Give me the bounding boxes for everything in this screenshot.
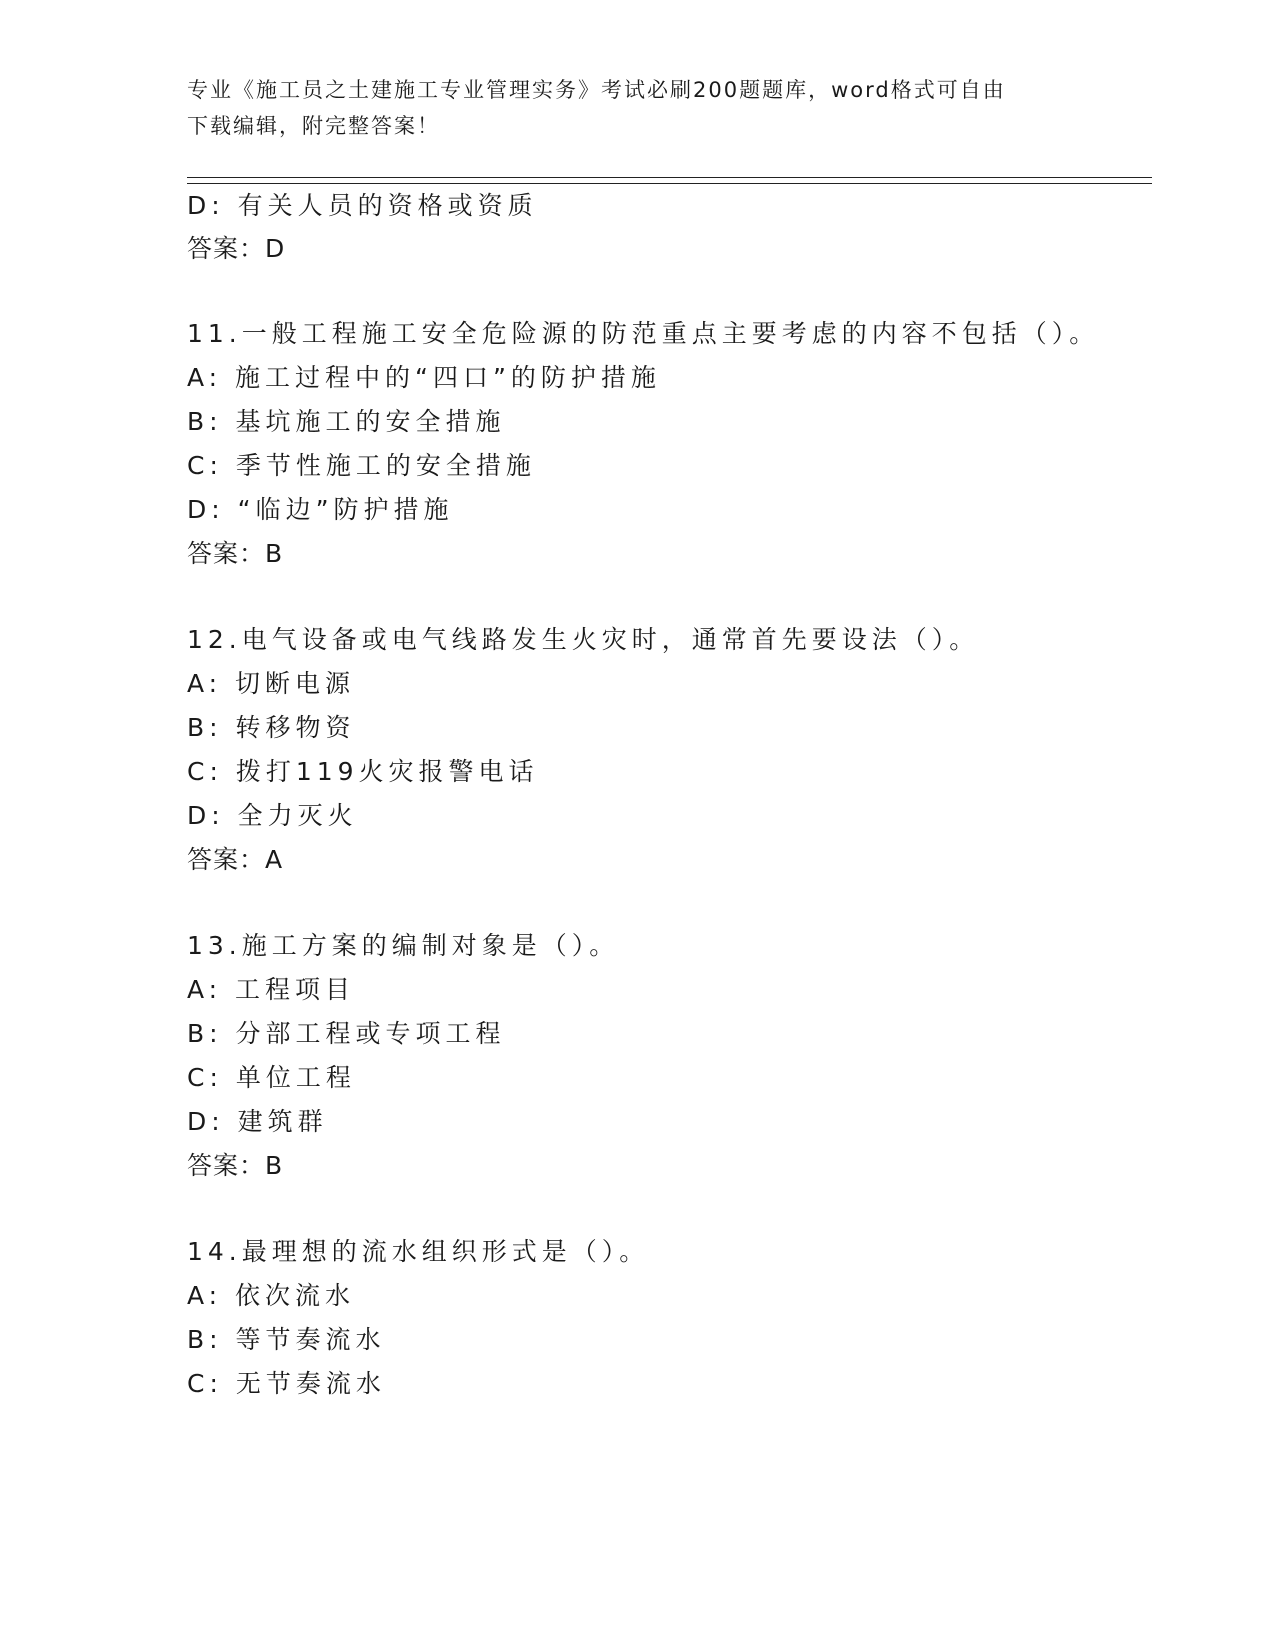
question-14-option-a: A: 依次流水 bbox=[187, 1281, 356, 1310]
question-12-option-c: C: 拨打119火灾报警电话 bbox=[187, 757, 539, 786]
question-12-stem: 12.电气设备或电气线路发生火灾时，通常首先要设法（）。 bbox=[187, 625, 980, 654]
question-14-option-c: C: 无节奏流水 bbox=[187, 1369, 386, 1398]
question-11-option-a: A: 施工过程中的“四口”的防护措施 bbox=[187, 363, 661, 392]
question-13-stem: 13.施工方案的编制对象是（）。 bbox=[187, 931, 620, 960]
question-13-option-b: B: 分部工程或专项工程 bbox=[187, 1019, 506, 1048]
question-13-option-c: C: 单位工程 bbox=[187, 1063, 356, 1092]
question-12-option-a: A: 切断电源 bbox=[187, 669, 356, 698]
question-12-option-d: D: 全力灭火 bbox=[187, 801, 358, 830]
prev-option-d: D: 有关人员的资格或资质 bbox=[187, 191, 538, 220]
question-11-answer: 答案：B bbox=[187, 539, 284, 568]
question-11-option-b: B: 基坑施工的安全措施 bbox=[187, 407, 506, 436]
question-12-option-b: B: 转移物资 bbox=[187, 713, 356, 742]
document-header bbox=[187, 72, 1067, 144]
question-12-answer: 答案：A bbox=[187, 845, 284, 874]
prev-answer: 答案：D bbox=[187, 234, 286, 263]
question-11-option-c: C: 季节性施工的安全措施 bbox=[187, 451, 536, 480]
question-13-answer: 答案：B bbox=[187, 1151, 284, 1180]
question-14-option-b: B: 等节奏流水 bbox=[187, 1325, 386, 1354]
header-line-2: 下载编辑，附完整答案！ bbox=[187, 114, 440, 138]
header-line-1: 专业《施工员之土建施工专业管理实务》考试必刷200题题库，word格式可自由 bbox=[187, 78, 1006, 102]
question-13-option-a: A: 工程项目 bbox=[187, 975, 356, 1004]
header-divider-bottom bbox=[187, 183, 1152, 184]
question-11-option-d: D: “临边”防护措施 bbox=[187, 495, 454, 524]
question-11-stem: 11.一般工程施工安全危险源的防范重点主要考虑的内容不包括（）。 bbox=[187, 319, 1100, 348]
question-14-stem: 14.最理想的流水组织形式是（）。 bbox=[187, 1237, 650, 1266]
header-divider-top bbox=[187, 177, 1152, 178]
question-13-option-d: D: 建筑群 bbox=[187, 1107, 328, 1136]
